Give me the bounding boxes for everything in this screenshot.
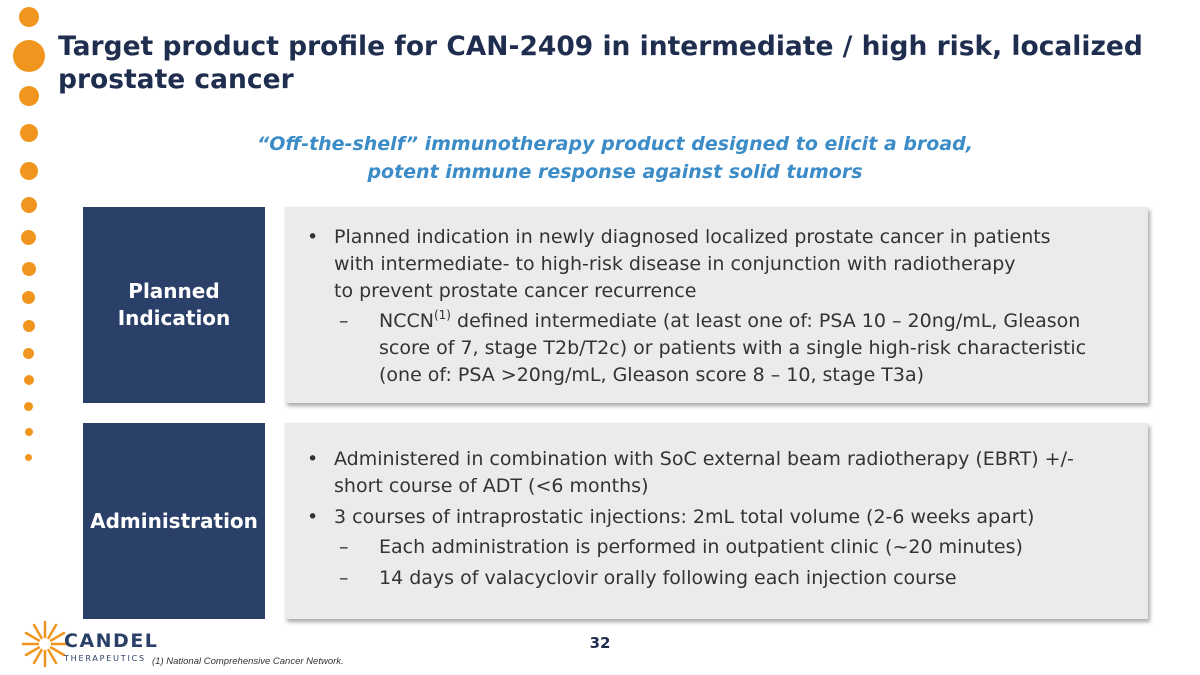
subtitle-line: potent immune response against solid tumors — [367, 161, 863, 183]
bullet-item — [305, 446, 1138, 500]
decor-dot — [23, 320, 35, 332]
sub-bullet-item — [305, 534, 1138, 561]
bullet-text: • 3 courses of intraprostatic injections: 2mL total volume (2-6 weeks apart) — [334, 506, 1035, 528]
decor-dot — [21, 197, 37, 213]
decor-dot — [21, 230, 36, 245]
sub-bullet-text: – Each administration is performed in outpatient clinic (~20 minutes) — [379, 536, 1023, 558]
logo-name: CANDEL — [64, 630, 159, 652]
label-line: Administration — [90, 508, 258, 533]
sub-bullet-text: (one of: PSA >20ng/mL, Gleason score 8 – 10, stage T3a) — [379, 364, 925, 386]
decor-dot — [19, 86, 39, 106]
bullet-text: • Administered in combination with SoC external beam radiotherapy (EBRT) +/- — [334, 448, 1074, 470]
bullet-text: with intermediate- to high-risk disease in conjunction with radiotherapy — [334, 253, 1016, 275]
sub-bullet-text: – 14 days of valacyclovir orally following each injection course — [379, 567, 957, 589]
footnote: (1) National Comprehensive Cancer Network. — [152, 656, 344, 667]
sub-bullet-item — [305, 308, 1138, 389]
decor-dot — [13, 40, 45, 72]
decor-dot — [20, 124, 38, 142]
bullet-item — [305, 504, 1138, 531]
decor-dot — [25, 428, 33, 436]
footnote-ref: (1) — [433, 308, 451, 322]
sub-bullet-text: defined intermediate (at least one of: PSA 10 – 20ng/mL, Gleason — [450, 310, 1081, 332]
bullet-text: to prevent prostate cancer recurrence — [334, 280, 697, 302]
sunburst-icon — [23, 622, 67, 666]
candel-logo — [20, 614, 159, 670]
planned-indication-content — [285, 207, 1148, 403]
administration-content — [285, 423, 1148, 619]
bullet-text: • Planned indication in newly diagnosed localized prostate cancer in patients — [334, 226, 1051, 248]
decor-dot — [25, 454, 32, 461]
subtitle-line: “Off-the-shelf” immunotherapy product designed to elicit a broad, — [256, 133, 973, 155]
decor-dot — [22, 291, 35, 304]
bullet-text: short course of ADT (<6 months) — [334, 475, 649, 497]
administration-label — [83, 423, 265, 619]
decor-dot — [19, 7, 39, 27]
logo-tagline: THERAPEUTICS — [64, 654, 146, 663]
decor-dot — [20, 162, 38, 180]
page-number: 32 — [589, 634, 611, 652]
label-line: Indication — [117, 306, 231, 330]
subtitle — [160, 130, 1070, 186]
decor-dot — [24, 402, 33, 411]
decor-dot — [23, 348, 34, 359]
decor-dot — [22, 262, 36, 276]
decor-dot — [24, 375, 34, 385]
page-title: Target product profile for CAN-2409 in intermediate / high risk, localized prostate cancer — [58, 31, 1143, 95]
sub-bullet-text: score of 7, stage T2b/T2c) or patients with a single high-risk characteristic — [379, 337, 1087, 359]
label-line: Planned — [128, 279, 220, 303]
nccn-text: NCCN — [379, 310, 434, 332]
bullet-item — [305, 224, 1138, 305]
sub-bullet-item — [305, 565, 1138, 592]
planned-indication-label — [83, 207, 265, 403]
